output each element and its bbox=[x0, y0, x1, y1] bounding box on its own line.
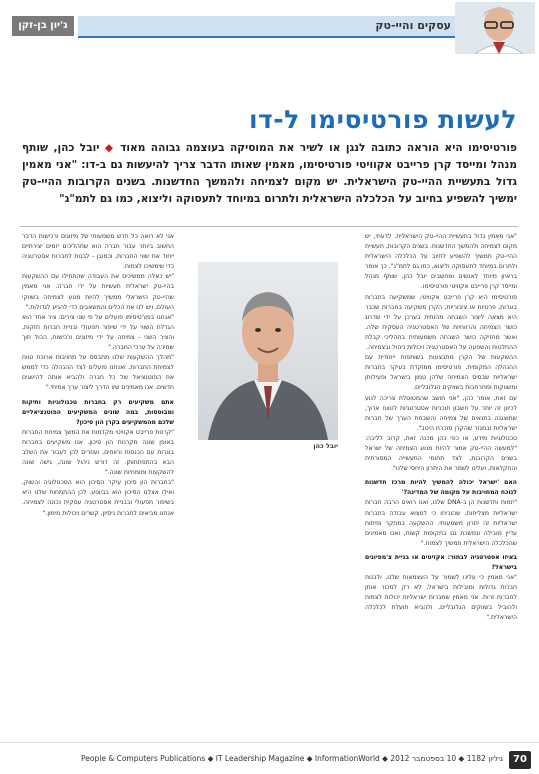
footer-text: People & Computers Publications ◆ IT Leadership Magazine ◆ InformationWorld ◆ 2012 גיליון 1182 ◆ 10 בספטמבר bbox=[81, 754, 503, 763]
paragraph: טכנולוגיות מידע, או כפי כהן מכנה זאת, קרוב לליבה: "למעשה ההיי-טק אמור להיות מנוע הצמיחה של ישראל בשנים הקרובות, לצד תחומי התעשייה המסורתית והחקלאות, ועלינו לשמר את היתרון היחסי שלנו". bbox=[365, 434, 517, 473]
lead-bullet: ◆ bbox=[104, 142, 115, 154]
paragraph: "אני מאמין גדול בתעשיית ההיי-טק הישראלית. לדעתי, יש מקום לצמיחה ולהמשך החדשנות. בשנים הקרובות, תעשיית ההיי-טק תמשיך להשפיע לחיוב על הכלכלה הישראלית ולתרום במיוחד לתעסוקה וליצוא, כמו גם לתמ"ג", כך אומר בראיון מיוחד לאנשים ומחשבים יובל כהן, שותף מנהל ומייסד קרן פרייבט אקוויטי פורטיסימו. bbox=[365, 233, 517, 291]
page-number: 70 bbox=[509, 751, 531, 769]
question-heading: אתם משקיעים רק בחברות טכנולוגיות ותיקות ומבוססות, במה שונים המשקיעים הפוטנציאליים שלכם מהמשקיעים בקרן הון סיכון? bbox=[22, 398, 174, 426]
section-label: עסקים והיי-טק bbox=[375, 19, 451, 32]
columnist-photo bbox=[455, 2, 535, 54]
column-right bbox=[365, 232, 517, 624]
paragraph: "בחברות הון סיכון עיקר הסיכון הוא הטכנולוגיה והשוק, ואילו אצלנו הסיכון הוא בביצוע. לכן ההתמחות שלנו היא בשיפור תפעולי ובבניית אסטרטגיה עסקית נכונה לצמיחה. אנחנו מביאים לחברות ניסיון, קשרים ויכולות מימון." bbox=[22, 479, 174, 517]
footer-divider bbox=[0, 742, 539, 743]
paragraph: "קרנות פרייבט אקוויטי מקדמות את המשך צמיחת החברות באופן שונה מקרנות הון סיכון. אנו משקיעים בחברות בוגרות עם הכנסות ורווחים, ועוזרים להן לעבור את השלב הבא בהתפתחותן. זה דורש ניהול שונה, גישה שונה להשקעות ומומחיות שונה." bbox=[22, 428, 174, 477]
paragraph: פורטיסימו היא קרן פרייבט אקוויטי, שמשקיעה בחברות בוגרות, פרטיות או ציבוריות, הקרן משקיעה בחברות שכבר היא מצאה ליצור השבחה מהותית בערכן על ידי שדרוג כושר הצמיחה והרווחיות של האסטרטגיה העסקית שלה. ואשר מחזיקה כושר השבחה משמעותית בתהליכי קבלת ההחלטות והשפעה על האסטרטגיה ויכולות ניהול ובצמיחה. bbox=[365, 293, 517, 352]
photo-caption: יובל כהן bbox=[313, 442, 338, 450]
paragraph: עם זאת, אומר כהן, "אני חושב שהמטוטלת צריכה לנוע לכיוון זה יותר על חשבון תוכניות אסטרטגיות לטווח ארוך, שתוצגנה בתנאים של צמיחה והשבחת הערך של חברות ישראליות ובמגזר שהקרן מוכרת היטב". bbox=[365, 394, 517, 432]
paragraph: ההשקעות של הקרן מתבצעות בשותפות ייחודית עם ההנהלה המקומית. פורטיסימו ממוקדת בעיקר בחברות ישראליות שבסיס הצמיחה שלהן טמון בישראל ופעילותן ומשווקות ומתרחבות בשווקים הגלובליים. bbox=[365, 354, 517, 392]
article-lead bbox=[22, 140, 517, 208]
lead-divider bbox=[20, 226, 518, 227]
paragraph: "יש כאלה ממשיכים את העבודה שהתחילו עם ההשקעות בהיי-טק ישראלית תעשיות על ידי חברה. אני מאמין שהיי-טק הישראלי ממשיך להיות מנוע לצמיחה בשווקי העולם, ויש לנו את הכלים והמשאבים כדי להגיע לגדולות." bbox=[22, 273, 174, 311]
author-name-box: ג'יון בן-זקן bbox=[12, 16, 74, 36]
interviewee-photo bbox=[198, 262, 338, 440]
article-title: לעשות פורטיסימו ל-דו bbox=[248, 105, 517, 134]
paragraph: "אני מאמין כי עלינו לשמור על העצמאות שלנו, ולבנות חברות גדולות ומובילות בישראל, לא רק למכור אותן לחברות זרות. אני מאמין שחברות ישראליות יכולות לצמוח ולהוביל בשווקים הגלובליים, ולהביא תועלת לכלכלה הישראלית." bbox=[365, 574, 517, 622]
question-heading: באיזו אסטרטגיה לבחור: אקזיטים או בניית צ'מפיונים בישראל? bbox=[365, 553, 517, 571]
page-header bbox=[0, 0, 539, 58]
column-left bbox=[22, 232, 174, 519]
paragraph: "אנחנו בפורטיסימו פועלים על פי שני צירים: ציר אחד הוא הגדלת השווי על ידי שיפור תפעולי ובניית חברות חזקות, והציר השני - צמיחה על ידי מיזוגים ורכישות, הכול תוך שמירה על ערכי החברה." bbox=[22, 313, 174, 352]
lead-part1: פורטיסימו היא הוראה כתובה לנגן או לשיר את המוסיקה בעוצמה גבוהה מאוד bbox=[120, 142, 517, 154]
paragraph: "מהלך ההשקעות שלנו מתבסס על מחויבות ארוכת טווח לצמיחת החברות, ואנחנו פועלים לצד ההנהלה כדי לממש את הפוטנציאל של כל חברה ולהביא אותה להישגים חדשים. אנו מאמינים שזו הדרך ליצור ערך אמיתי." bbox=[22, 354, 174, 392]
paragraph: "יזמות וחדשנות הן ב-DNA שלנו, ואנו רואים הרבה חברות ישראליות מצליחות, שהוכיחו כי למצוא עבודה בחברות ישראליות זה יתרון משמעותי. ההשקעה במחקר ופיתוח עדיין מובילה ונמשכת גם בתקופות קשות, ואנו מאמינים שהכלכלה הישראלית תמשיך לצמוח." bbox=[365, 499, 517, 547]
lead-part2: יובל כהן, שותף מנהל ומייסד קרן פרייבט אקוויטי פורטיסימו, מאמין שאותו הדבר צריך להיעשות גם ב-דו: "אני מאמין גדול בתעשיית ההיי-טק הישראלית. יש מקום לצמיחה ולהמשך החדשנות. בשנים הקרובות ההיי-טק ימשיך להשפיע בחיוב על הכלכלה הישראלית ולתרום במיוחד לתעסוקה וליצוא, כמו גם לתמ"ג" bbox=[22, 142, 517, 205]
columnist-portrait-icon bbox=[455, 2, 535, 54]
interviewee-portrait-icon bbox=[198, 262, 338, 440]
page-footer bbox=[0, 748, 539, 770]
question-heading: האם 'ישראל יכולה להמשיך להיות מרכז חדשנות לנוכח המחויבות על מקומה של המדינה?' bbox=[365, 479, 517, 497]
paragraph: אני לא רואה כל חדש משמעותי של מיזוגים ורכישות הדבר החשוב ביותר עבור חברה הוא שתהליכים יזמים יצירתיים ייחוד את שווי החברות, וכמובן - לבנות לחברות אסטרטגיה כדי שימשיכו לצמוח. bbox=[22, 233, 174, 271]
